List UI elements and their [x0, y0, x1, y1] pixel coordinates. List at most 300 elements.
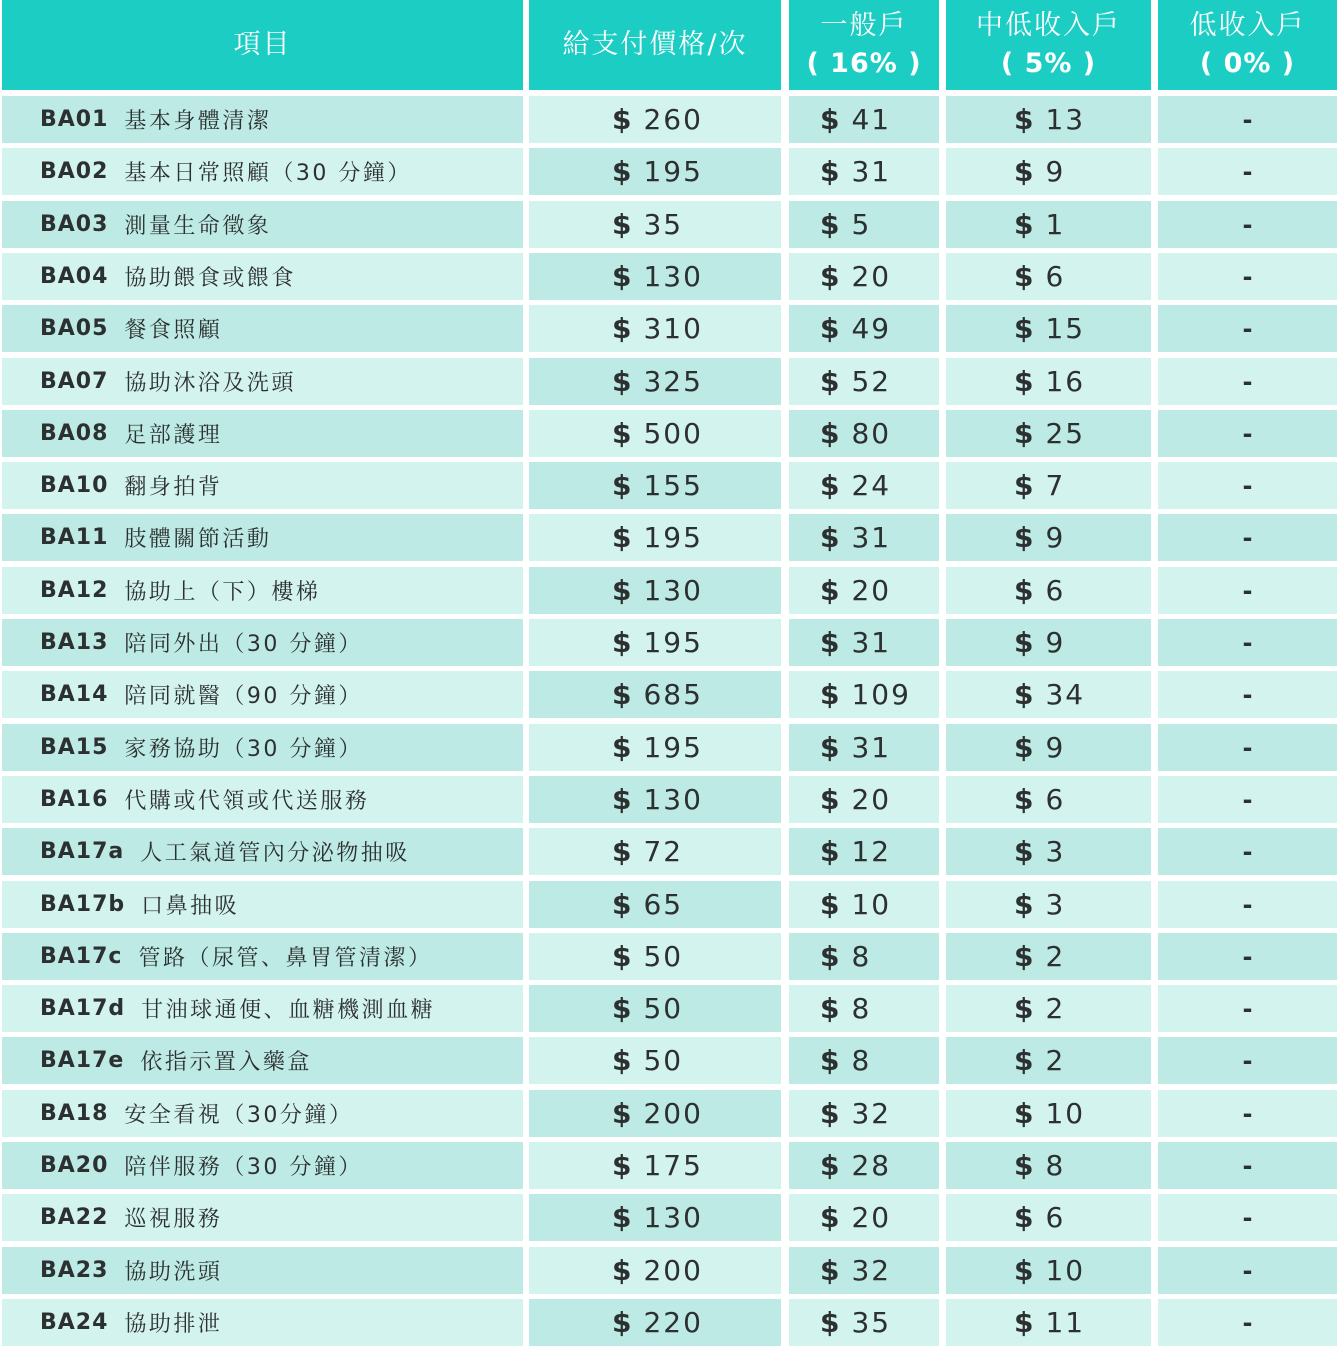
row-item-cell [2, 1247, 523, 1294]
currency-symbol: $ [820, 992, 842, 1025]
low-income-value: - [1242, 1308, 1253, 1337]
price-cell [529, 1247, 781, 1294]
currency-symbol: $ [1014, 1254, 1036, 1287]
low-income-value: - [1242, 942, 1253, 971]
currency-symbol: $ [1014, 208, 1036, 241]
currency-symbol: $ [820, 574, 842, 607]
row-item-cell [2, 201, 523, 248]
middle-low-cell [946, 1037, 1151, 1084]
currency-symbol: $ [1014, 417, 1036, 450]
low-income-cell [1158, 933, 1337, 980]
item-code: BA02 [40, 159, 109, 184]
general-value: 52 [851, 365, 892, 398]
middle-low-cell [946, 1090, 1151, 1137]
price-value: 175 [643, 1149, 703, 1182]
currency-symbol: $ [1014, 1097, 1036, 1130]
row-item-cell [2, 514, 523, 561]
item-code: BA17d [40, 996, 126, 1021]
general-value: 80 [851, 417, 892, 450]
row-item-cell [2, 148, 523, 195]
currency-symbol: $ [820, 626, 842, 659]
currency-symbol: $ [612, 260, 634, 293]
currency-symbol: $ [1014, 626, 1036, 659]
low-income-cell [1158, 1194, 1337, 1241]
general-value: 24 [851, 469, 892, 502]
general-cell [789, 828, 939, 875]
middle-low-value: 7 [1045, 469, 1066, 502]
general-cell [789, 201, 939, 248]
middle-low-value: 6 [1045, 574, 1066, 607]
row-item-cell [2, 253, 523, 300]
low-income-value: - [1242, 994, 1253, 1023]
low-income-value: - [1242, 367, 1253, 396]
currency-symbol: $ [612, 1306, 634, 1339]
item-name: 口鼻抽吸 [141, 894, 240, 919]
low-income-value: - [1242, 1151, 1253, 1180]
currency-symbol: $ [820, 1306, 842, 1339]
middle-low-cell [946, 462, 1151, 509]
item-code: BA10 [40, 473, 109, 498]
low-income-cell [1158, 567, 1337, 614]
item-name: 陪同就醫（90 分鐘） [124, 684, 363, 709]
general-cell [789, 567, 939, 614]
currency-symbol: $ [1014, 992, 1036, 1025]
low-income-value: - [1242, 419, 1253, 448]
currency-symbol: $ [820, 103, 842, 136]
low-income-cell [1158, 828, 1337, 875]
item-code: BA17e [40, 1048, 125, 1073]
currency-symbol: $ [612, 574, 634, 607]
item-code: BA05 [40, 316, 109, 341]
header-middle-low [946, 0, 1151, 90]
low-income-cell [1158, 1247, 1337, 1294]
currency-symbol: $ [820, 1097, 842, 1130]
row-item-cell [2, 724, 523, 771]
currency-symbol: $ [820, 521, 842, 554]
item-name: 協助餵食或餵食 [124, 266, 296, 291]
row-item-cell [2, 828, 523, 875]
currency-symbol: $ [1014, 521, 1036, 554]
general-cell [789, 1299, 939, 1346]
price-cell [529, 1090, 781, 1137]
low-income-value: - [1242, 1203, 1253, 1232]
general-value: 109 [851, 678, 911, 711]
general-value: 49 [851, 312, 892, 345]
price-cell [529, 514, 781, 561]
item-code: BA08 [40, 421, 109, 446]
general-value: 35 [851, 1306, 892, 1339]
currency-symbol: $ [1014, 574, 1036, 607]
price-value: 500 [643, 417, 703, 450]
general-cell [789, 724, 939, 771]
general-cell [789, 933, 939, 980]
item-name: 家務協助（30 分鐘） [124, 737, 363, 762]
price-value: 325 [643, 365, 703, 398]
currency-symbol: $ [612, 1254, 634, 1287]
row-item-cell [2, 1037, 523, 1084]
middle-low-cell [946, 253, 1151, 300]
row-item-cell [2, 933, 523, 980]
currency-symbol: $ [820, 260, 842, 293]
currency-symbol: $ [612, 155, 634, 188]
item-code: BA16 [40, 787, 109, 812]
general-value: 31 [851, 155, 892, 188]
currency-symbol: $ [1014, 1201, 1036, 1234]
item-name: 餐食照顧 [124, 318, 223, 343]
currency-symbol: $ [1014, 103, 1036, 136]
currency-symbol: $ [820, 208, 842, 241]
header-middle-low-line2: ( 5% ) [1000, 48, 1097, 79]
header-item-label: 項目 [233, 29, 292, 60]
price-cell [529, 985, 781, 1032]
low-income-value: - [1242, 210, 1253, 239]
item-code: BA20 [40, 1153, 109, 1178]
currency-symbol: $ [820, 731, 842, 764]
item-name: 安全看視（30分鐘） [124, 1103, 354, 1128]
general-cell [789, 881, 939, 928]
general-value: 41 [851, 103, 892, 136]
item-name: 管路（尿管、鼻胃管清潔） [138, 946, 433, 971]
low-income-cell [1158, 410, 1337, 457]
row-item-cell [2, 462, 523, 509]
price-cell [529, 776, 781, 823]
item-code: BA12 [40, 578, 109, 603]
price-cell [529, 567, 781, 614]
row-item-cell [2, 305, 523, 352]
item-name: 依指示置入藥盒 [140, 1050, 312, 1075]
price-value: 35 [643, 208, 684, 241]
currency-symbol: $ [820, 1201, 842, 1234]
middle-low-value: 16 [1045, 365, 1086, 398]
price-cell [529, 724, 781, 771]
currency-symbol: $ [612, 469, 634, 502]
low-income-value: - [1242, 157, 1253, 186]
row-item-cell [2, 881, 523, 928]
item-name: 巡視服務 [124, 1207, 223, 1232]
general-value: 20 [851, 574, 892, 607]
low-income-value: - [1242, 680, 1253, 709]
currency-symbol: $ [820, 469, 842, 502]
currency-symbol: $ [612, 365, 634, 398]
general-value: 31 [851, 731, 892, 764]
currency-symbol: $ [612, 312, 634, 345]
item-name: 基本日常照顧（30 分鐘） [124, 161, 412, 186]
general-cell [789, 671, 939, 718]
currency-symbol: $ [820, 940, 842, 973]
price-value: 220 [643, 1306, 703, 1339]
low-income-value: - [1242, 314, 1253, 343]
currency-symbol: $ [612, 835, 634, 868]
header-item [2, 0, 523, 90]
low-income-cell [1158, 96, 1337, 143]
currency-symbol: $ [1014, 1306, 1036, 1339]
item-code: BA24 [40, 1310, 109, 1335]
item-code: BA03 [40, 212, 109, 237]
general-cell [789, 514, 939, 561]
middle-low-value: 10 [1045, 1097, 1086, 1130]
low-income-value: - [1242, 262, 1253, 291]
currency-symbol: $ [612, 417, 634, 450]
currency-symbol: $ [612, 940, 634, 973]
price-cell [529, 828, 781, 875]
header-price [529, 0, 781, 90]
currency-symbol: $ [612, 1201, 634, 1234]
currency-symbol: $ [1014, 365, 1036, 398]
currency-symbol: $ [820, 312, 842, 345]
low-income-cell [1158, 358, 1337, 405]
middle-low-value: 9 [1045, 155, 1066, 188]
general-cell [789, 358, 939, 405]
low-income-cell [1158, 724, 1337, 771]
middle-low-cell [946, 305, 1151, 352]
general-cell [789, 1090, 939, 1137]
currency-symbol: $ [612, 1044, 634, 1077]
middle-low-value: 3 [1045, 888, 1066, 921]
middle-low-value: 3 [1045, 835, 1066, 868]
low-income-cell [1158, 881, 1337, 928]
general-cell [789, 253, 939, 300]
low-income-value: - [1242, 785, 1253, 814]
middle-low-value: 9 [1045, 731, 1066, 764]
middle-low-value: 15 [1045, 312, 1086, 345]
middle-low-cell [946, 514, 1151, 561]
low-income-value: - [1242, 105, 1253, 134]
low-income-cell [1158, 776, 1337, 823]
middle-low-value: 6 [1045, 1201, 1066, 1234]
middle-low-value: 11 [1045, 1306, 1086, 1339]
low-income-value: - [1242, 523, 1253, 552]
price-value: 72 [643, 835, 684, 868]
price-value: 260 [643, 103, 703, 136]
price-cell [529, 881, 781, 928]
currency-symbol: $ [1014, 1149, 1036, 1182]
middle-low-cell [946, 776, 1151, 823]
middle-low-cell [946, 1247, 1151, 1294]
price-value: 200 [643, 1254, 703, 1287]
price-value: 50 [643, 992, 684, 1025]
price-value: 130 [643, 1201, 703, 1234]
price-value: 200 [643, 1097, 703, 1130]
currency-symbol: $ [820, 1044, 842, 1077]
low-income-cell [1158, 148, 1337, 195]
general-value: 28 [851, 1149, 892, 1182]
price-cell [529, 96, 781, 143]
price-value: 155 [643, 469, 703, 502]
general-value: 20 [851, 1201, 892, 1234]
item-code: BA18 [40, 1101, 109, 1126]
item-code: BA17b [40, 892, 126, 917]
general-value: 12 [851, 835, 892, 868]
general-cell [789, 1037, 939, 1084]
currency-symbol: $ [1014, 469, 1036, 502]
row-item-cell [2, 1194, 523, 1241]
price-cell [529, 305, 781, 352]
item-name: 陪同外出（30 分鐘） [124, 632, 363, 657]
middle-low-cell [946, 96, 1151, 143]
item-code: BA15 [40, 735, 109, 760]
currency-symbol: $ [612, 1149, 634, 1182]
item-name: 協助沐浴及洗頭 [124, 371, 296, 396]
item-name: 測量生命徵象 [124, 214, 272, 239]
currency-symbol: $ [1014, 155, 1036, 188]
low-income-cell [1158, 305, 1337, 352]
low-income-cell [1158, 253, 1337, 300]
middle-low-value: 1 [1045, 208, 1066, 241]
currency-symbol: $ [612, 103, 634, 136]
item-code: BA01 [40, 107, 109, 132]
item-code: BA13 [40, 630, 109, 655]
currency-symbol: $ [612, 678, 634, 711]
general-cell [789, 776, 939, 823]
item-name: 肢體關節活動 [124, 527, 272, 552]
row-item-cell [2, 671, 523, 718]
currency-symbol: $ [820, 678, 842, 711]
row-item-cell [2, 985, 523, 1032]
item-name: 協助排泄 [124, 1312, 223, 1337]
general-value: 8 [851, 1044, 872, 1077]
general-value: 10 [851, 888, 892, 921]
item-code: BA22 [40, 1205, 109, 1230]
low-income-cell [1158, 1037, 1337, 1084]
middle-low-cell [946, 1142, 1151, 1189]
item-code: BA14 [40, 682, 109, 707]
currency-symbol: $ [612, 783, 634, 816]
currency-symbol: $ [820, 888, 842, 921]
middle-low-value: 2 [1045, 1044, 1066, 1077]
row-item-cell [2, 776, 523, 823]
general-value: 32 [851, 1254, 892, 1287]
row-item-cell [2, 567, 523, 614]
currency-symbol: $ [1014, 731, 1036, 764]
item-name: 代購或代領或代送服務 [124, 789, 370, 814]
middle-low-cell [946, 567, 1151, 614]
general-cell [789, 1194, 939, 1241]
price-cell [529, 410, 781, 457]
header-general-line2: ( 16% ) [806, 48, 922, 79]
currency-symbol: $ [820, 365, 842, 398]
price-value: 130 [643, 574, 703, 607]
middle-low-value: 25 [1045, 417, 1086, 450]
currency-symbol: $ [612, 888, 634, 921]
middle-low-cell [946, 933, 1151, 980]
price-cell [529, 619, 781, 666]
currency-symbol: $ [820, 783, 842, 816]
general-cell [789, 410, 939, 457]
general-cell [789, 1247, 939, 1294]
low-income-cell [1158, 985, 1337, 1032]
low-income-cell [1158, 1299, 1337, 1346]
low-income-cell [1158, 514, 1337, 561]
general-value: 8 [851, 940, 872, 973]
item-name: 陪伴服務（30 分鐘） [124, 1155, 363, 1180]
low-income-cell [1158, 619, 1337, 666]
middle-low-cell [946, 671, 1151, 718]
low-income-value: - [1242, 890, 1253, 919]
middle-low-cell [946, 1299, 1151, 1346]
general-value: 31 [851, 521, 892, 554]
middle-low-cell [946, 985, 1151, 1032]
item-name: 協助上（下）樓梯 [124, 580, 321, 605]
price-value: 195 [643, 626, 703, 659]
header-low-line1: 低收入戶 [1189, 10, 1306, 41]
price-cell [529, 671, 781, 718]
middle-low-cell [946, 201, 1151, 248]
general-cell [789, 985, 939, 1032]
header-low-line2: ( 0% ) [1199, 48, 1296, 79]
general-cell [789, 96, 939, 143]
price-value: 685 [643, 678, 703, 711]
currency-symbol: $ [1014, 678, 1036, 711]
row-item-cell [2, 410, 523, 457]
price-cell [529, 358, 781, 405]
price-value: 65 [643, 888, 684, 921]
middle-low-value: 34 [1045, 678, 1086, 711]
middle-low-cell [946, 724, 1151, 771]
currency-symbol: $ [820, 835, 842, 868]
item-code: BA17c [40, 944, 123, 969]
header-middle-low-line1: 中低收入戶 [976, 10, 1121, 41]
currency-symbol: $ [820, 1149, 842, 1182]
price-value: 195 [643, 731, 703, 764]
low-income-cell [1158, 671, 1337, 718]
header-general [789, 0, 939, 90]
low-income-value: - [1242, 1046, 1253, 1075]
middle-low-cell [946, 881, 1151, 928]
middle-low-value: 9 [1045, 626, 1066, 659]
currency-symbol: $ [612, 521, 634, 554]
low-income-value: - [1242, 576, 1253, 605]
currency-symbol: $ [820, 417, 842, 450]
currency-symbol: $ [612, 626, 634, 659]
general-cell [789, 619, 939, 666]
general-value: 5 [851, 208, 872, 241]
item-code: BA17a [40, 839, 125, 864]
low-income-value: - [1242, 1099, 1253, 1128]
middle-low-value: 6 [1045, 260, 1066, 293]
middle-low-value: 10 [1045, 1254, 1086, 1287]
item-name: 甘油球通便、血糖機測血糖 [141, 998, 436, 1023]
price-value: 50 [643, 940, 684, 973]
header-low [1158, 0, 1337, 90]
item-code: BA07 [40, 369, 109, 394]
price-value: 130 [643, 260, 703, 293]
row-item-cell [2, 358, 523, 405]
middle-low-value: 2 [1045, 940, 1066, 973]
price-cell [529, 201, 781, 248]
header-general-line1: 一般戶 [820, 10, 908, 41]
currency-symbol: $ [612, 992, 634, 1025]
price-value: 50 [643, 1044, 684, 1077]
middle-low-value: 2 [1045, 992, 1066, 1025]
currency-symbol: $ [1014, 940, 1036, 973]
low-income-cell [1158, 462, 1337, 509]
middle-low-value: 8 [1045, 1149, 1066, 1182]
price-cell [529, 462, 781, 509]
currency-symbol: $ [1014, 783, 1036, 816]
item-name: 協助洗頭 [124, 1260, 223, 1285]
middle-low-cell [946, 828, 1151, 875]
currency-symbol: $ [612, 208, 634, 241]
general-cell [789, 148, 939, 195]
row-item-cell [2, 1299, 523, 1346]
middle-low-cell [946, 358, 1151, 405]
price-cell [529, 1194, 781, 1241]
row-item-cell [2, 96, 523, 143]
general-cell [789, 1142, 939, 1189]
low-income-cell [1158, 201, 1337, 248]
price-value: 195 [643, 155, 703, 188]
low-income-cell [1158, 1142, 1337, 1189]
